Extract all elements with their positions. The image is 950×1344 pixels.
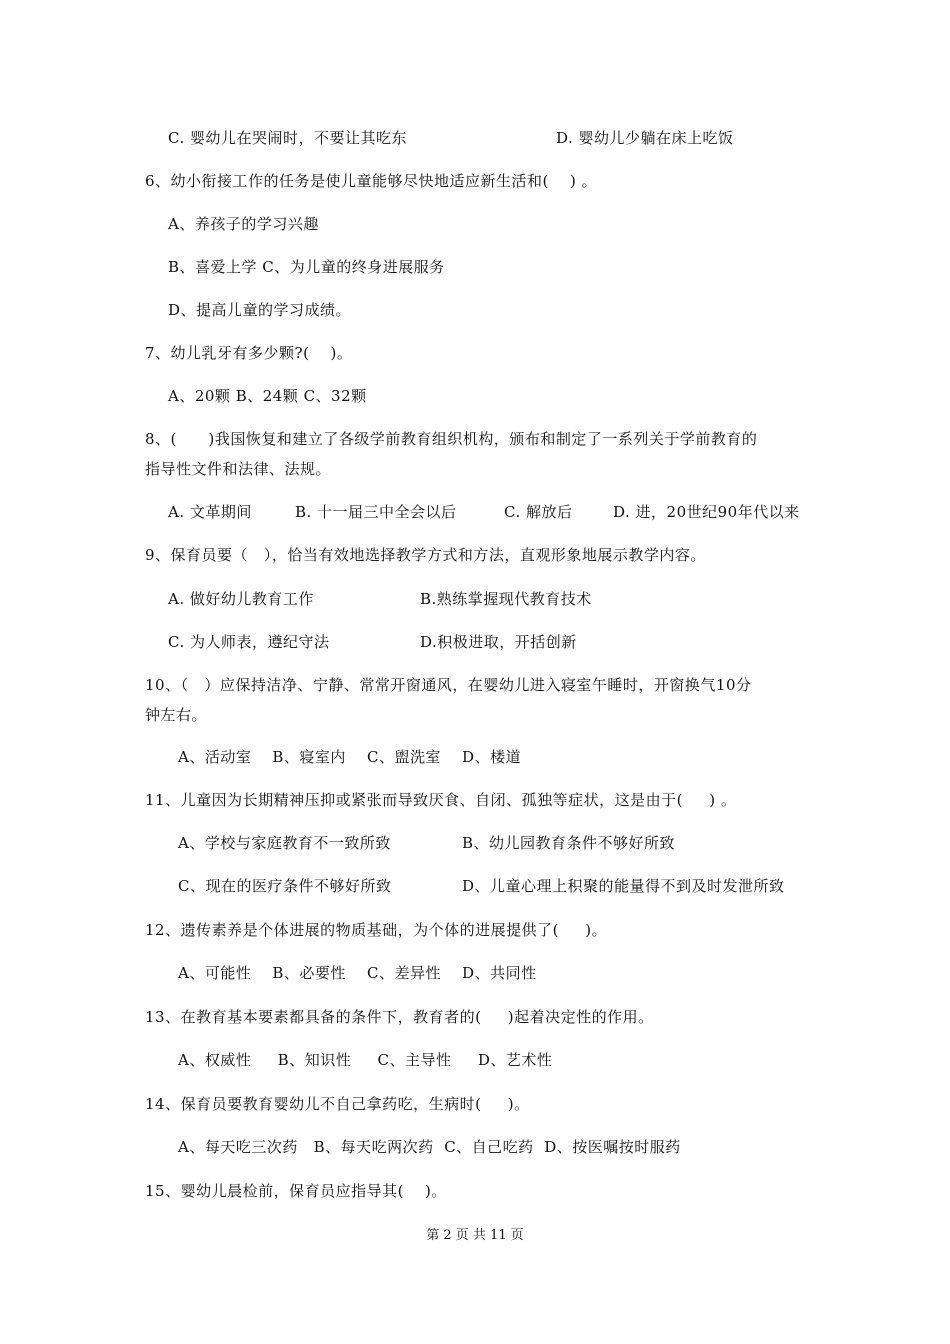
q6-option-d: D、提高儿童的学习成绩。 <box>168 301 352 319</box>
q9-option-a: A. 做好幼儿教育工作 <box>168 590 314 608</box>
q11-option-b: B、幼儿园教育条件不够好所致 <box>462 834 676 852</box>
q9-stem: 9、保育员要（ ），恰当有效地选择教学方式和方法，直观形象地展示教学内容。 <box>145 546 706 564</box>
q7-options: A、20颗 B、24颗 C、32颗 <box>168 387 367 405</box>
q9-option-c: C. 为人师表，遵纪守法 <box>168 633 330 651</box>
q9-option-d: D.积极进取，开括创新 <box>420 633 577 651</box>
q13-options: A、权威性 B、知识性 C、主导性 D、艺术性 <box>178 1051 553 1069</box>
q8-stem-line1: 8、( )我国恢复和建立了各级学前教育组织机构，颁布和制定了一系列关于学前教育的 <box>145 430 758 448</box>
q10-stem-line1: 10、（ ）应保持洁净、宁静、常常开窗通风，在婴幼儿进入寝室午睡时，开窗换气10分 <box>145 676 752 694</box>
q8-option-a: A. 文革期间 <box>168 503 252 521</box>
q8-option-b: B. 十一届三中全会以后 <box>295 503 457 521</box>
q8-stem-line2: 指导性文件和法律、法规。 <box>145 460 332 478</box>
q14-options: A、每天吃三次药 B、每天吃两次药 C、自己吃药 D、按医嘱按时服药 <box>178 1138 681 1156</box>
q9-option-b: B.熟练掌握现代教育技术 <box>420 590 592 608</box>
q7-stem: 7、幼儿乳牙有多少颗?( )。 <box>145 344 353 362</box>
q12-stem: 12、遗传素养是个体进展的物质基础，为个体的进展提供了( )。 <box>145 921 608 939</box>
q6-option-a: A、养孩子的学习兴趣 <box>168 215 319 233</box>
q8-option-d: D. 进，20世纪90年代以来 <box>613 503 800 521</box>
q11-option-a: A、学校与家庭教育不一致所致 <box>178 834 391 852</box>
q5-option-d: D. 婴幼儿少躺在床上吃饭 <box>556 129 734 147</box>
q11-option-d: D、儿童心理上积聚的能量得不到及时发泄所致 <box>462 877 785 895</box>
q14-stem: 14、保育员要教育婴幼儿不自己拿药吃，生病时( )。 <box>145 1095 530 1113</box>
q12-options: A、可能性 B、必要性 C、差异性 D、共同性 <box>178 964 537 982</box>
q13-stem: 13、在教育基本要素都具备的条件下，教育者的( )起着决定性的作用。 <box>145 1008 654 1026</box>
q6-option-bc: B、喜爱上学 C、为儿童的终身进展服务 <box>168 258 445 276</box>
q10-stem-line2: 钟左右。 <box>145 706 208 724</box>
q5-option-c: C. 婴幼儿在哭闹时，不要让其吃东 <box>168 129 407 147</box>
q8-option-c: C. 解放后 <box>504 503 573 521</box>
q10-options: A、活动室 B、寝室内 C、盥洗室 D、楼道 <box>178 748 522 766</box>
page-number: 第 2 页 共 11 页 <box>426 1228 524 1243</box>
q15-stem: 15、婴幼儿晨检前，保育员应指导其( )。 <box>145 1182 447 1200</box>
q11-stem: 11、儿童因为长期精神压抑或紧张而导致厌食、自闭、孤独等症状，这是由于( ) 。 <box>145 791 737 809</box>
q6-stem: 6、幼小衔接工作的任务是使儿童能够尽快地适应新生活和( ) 。 <box>145 172 598 190</box>
q11-option-c: C、现在的医疗条件不够好所致 <box>178 877 392 895</box>
